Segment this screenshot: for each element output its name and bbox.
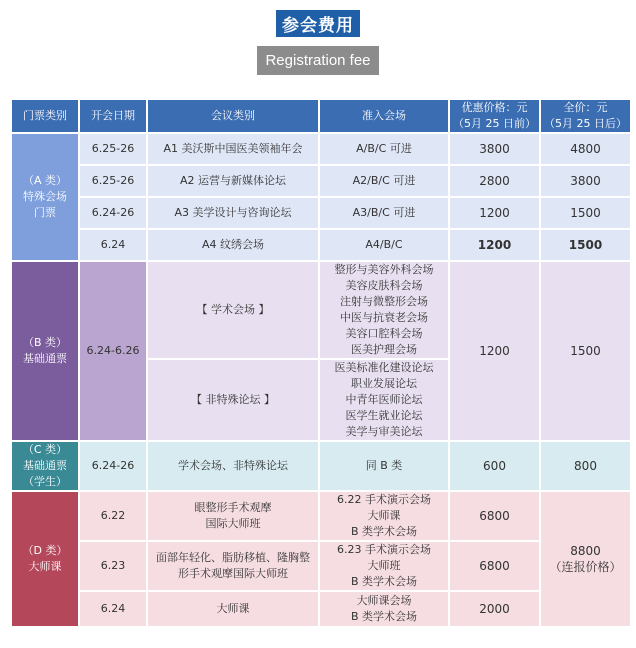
a3-full-price: 1500 xyxy=(541,198,630,228)
a3-early-price: 1200 xyxy=(450,198,539,228)
group-b-early-price: 1200 xyxy=(450,262,539,440)
list-item: 中青年医师论坛 xyxy=(345,393,423,406)
header-full-line2: （5月 25 日后） xyxy=(544,117,627,130)
d3-venue-line: B 类学术会场 xyxy=(350,610,418,623)
table-row xyxy=(12,592,630,626)
group-b-date: 6.24-6.26 xyxy=(80,262,146,440)
list-item: 美容皮肤科会场 xyxy=(345,279,423,292)
header-full-line1: 全价：元 xyxy=(563,101,608,114)
group-b-label xyxy=(12,262,78,440)
d1-venue-line: 大师课 xyxy=(367,509,401,522)
page-subtitle: Registration fee xyxy=(257,46,378,75)
group-c-label-line1: （C 类） xyxy=(22,443,68,456)
table-row xyxy=(12,442,630,490)
subtitle-wrap xyxy=(0,46,636,75)
a4-category: A4 纹绣会场 xyxy=(148,230,318,260)
header-full-price xyxy=(541,100,630,132)
table-row xyxy=(12,230,630,260)
d2-venue-line: 6.23 手术演示会场 xyxy=(337,543,431,556)
d1-venue-line: B 类学术会场 xyxy=(350,525,418,538)
d3-category-line: 大师课 xyxy=(216,602,250,615)
group-a-label-line2: 特殊会场 xyxy=(23,190,67,203)
header-early-line2: （5月 25 日前） xyxy=(453,117,536,130)
page-title: 参会费用 xyxy=(276,10,360,37)
a4-date: 6.24 xyxy=(80,230,146,260)
a2-category: A2 运营与新媒体论坛 xyxy=(148,166,318,196)
list-item: 医美护理会场 xyxy=(351,343,417,356)
d3-date: 6.24 xyxy=(80,592,146,626)
table-row xyxy=(12,492,630,540)
group-d-label-line1: （D 类） xyxy=(22,544,68,557)
group-d-label-line2: 大师课 xyxy=(28,560,62,573)
group-a-label-line3: 门票 xyxy=(34,206,56,219)
list-item: 医美标准化建设论坛 xyxy=(334,361,434,374)
fee-table xyxy=(10,98,632,628)
a2-date: 6.25-26 xyxy=(80,166,146,196)
d1-venue xyxy=(320,492,448,540)
d2-category-line: 面部年轻化、脂肪移植、隆胸整 xyxy=(156,551,310,564)
a1-early-price: 3800 xyxy=(450,134,539,164)
d2-category xyxy=(148,542,318,590)
table-row xyxy=(12,198,630,228)
d3-category xyxy=(148,592,318,626)
header-early-line1: 优惠价格：元 xyxy=(461,101,528,114)
table-row xyxy=(12,262,630,358)
list-item: 中医与抗衰老会场 xyxy=(340,311,428,324)
group-d-full-line2: （连报价格） xyxy=(549,560,622,574)
group-a-label-line1: （A 类） xyxy=(22,174,68,187)
d2-venue xyxy=(320,542,448,590)
group-a-label xyxy=(12,134,78,260)
header-category: 会议类别 xyxy=(148,100,318,132)
d2-early-price: 6800 xyxy=(450,542,539,590)
list-item: 职业发展论坛 xyxy=(351,377,417,390)
group-c-early-price: 600 xyxy=(450,442,539,490)
list-item: 注射与微整形会场 xyxy=(340,295,428,308)
d1-category xyxy=(148,492,318,540)
header-venue: 准入会场 xyxy=(320,100,448,132)
b2-venues xyxy=(320,360,448,440)
d2-date: 6.23 xyxy=(80,542,146,590)
d2-category-line: 形手术观摩国际大师班 xyxy=(178,567,288,580)
header-type: 门票类别 xyxy=(12,100,78,132)
group-b-label-line1: （B 类） xyxy=(22,336,68,349)
d2-venue-line: 大师班 xyxy=(367,559,401,572)
a1-date: 6.25-26 xyxy=(80,134,146,164)
d2-venue-line: B 类学术会场 xyxy=(350,575,418,588)
d1-date: 6.22 xyxy=(80,492,146,540)
a1-full-price: 4800 xyxy=(541,134,630,164)
a2-venue: A2/B/C 可进 xyxy=(320,166,448,196)
a4-full-price: 1500 xyxy=(541,230,630,260)
group-c-full-price: 800 xyxy=(541,442,630,490)
table-row xyxy=(12,166,630,196)
group-d-full-line1: 8800 xyxy=(570,544,601,558)
list-item: 整形与美容外科会场 xyxy=(334,263,434,276)
group-c-label-line3: （学生） xyxy=(23,475,67,488)
group-c-category: 学术会场、非特殊论坛 xyxy=(148,442,318,490)
header-date: 开会日期 xyxy=(80,100,146,132)
group-b-label-line2: 基础通票 xyxy=(23,352,67,365)
group-c-date: 6.24-26 xyxy=(80,442,146,490)
d3-venue xyxy=(320,592,448,626)
b2-category: 【 非特殊论坛 】 xyxy=(148,360,318,440)
title-wrap xyxy=(0,10,636,37)
table-row xyxy=(12,542,630,590)
a1-venue: A/B/C 可进 xyxy=(320,134,448,164)
d3-venue-line: 大师课会场 xyxy=(356,594,412,607)
group-b-full-price: 1500 xyxy=(541,262,630,440)
a4-early-price: 1200 xyxy=(450,230,539,260)
b1-category: 【 学术会场 】 xyxy=(148,262,318,358)
d1-category-line: 国际大师班 xyxy=(205,517,261,530)
d1-venue-line: 6.22 手术演示会场 xyxy=(337,493,431,506)
a3-category: A3 美学设计与咨询论坛 xyxy=(148,198,318,228)
list-item: 医学生就业论坛 xyxy=(345,409,423,422)
a3-date: 6.24-26 xyxy=(80,198,146,228)
table-row xyxy=(12,134,630,164)
b1-venues xyxy=(320,262,448,358)
header-early-price xyxy=(450,100,539,132)
group-c-label xyxy=(12,442,78,490)
a3-venue: A3/B/C 可进 xyxy=(320,198,448,228)
list-item: 美容口腔科会场 xyxy=(345,327,423,340)
d3-early-price: 2000 xyxy=(450,592,539,626)
group-c-label-line2: 基础通票 xyxy=(23,459,67,472)
group-c-venue: 同 B 类 xyxy=(320,442,448,490)
header-row xyxy=(12,100,630,132)
d1-early-price: 6800 xyxy=(450,492,539,540)
a2-early-price: 2800 xyxy=(450,166,539,196)
list-item: 美学与审美论坛 xyxy=(345,425,423,438)
a2-full-price: 3800 xyxy=(541,166,630,196)
a1-category: A1 美沃斯中国医美领袖年会 xyxy=(148,134,318,164)
group-d-label xyxy=(12,492,78,626)
d1-category-line: 眼整形手术观摩 xyxy=(194,501,272,514)
a4-venue: A4/B/C xyxy=(320,230,448,260)
group-d-full-price xyxy=(541,492,630,626)
